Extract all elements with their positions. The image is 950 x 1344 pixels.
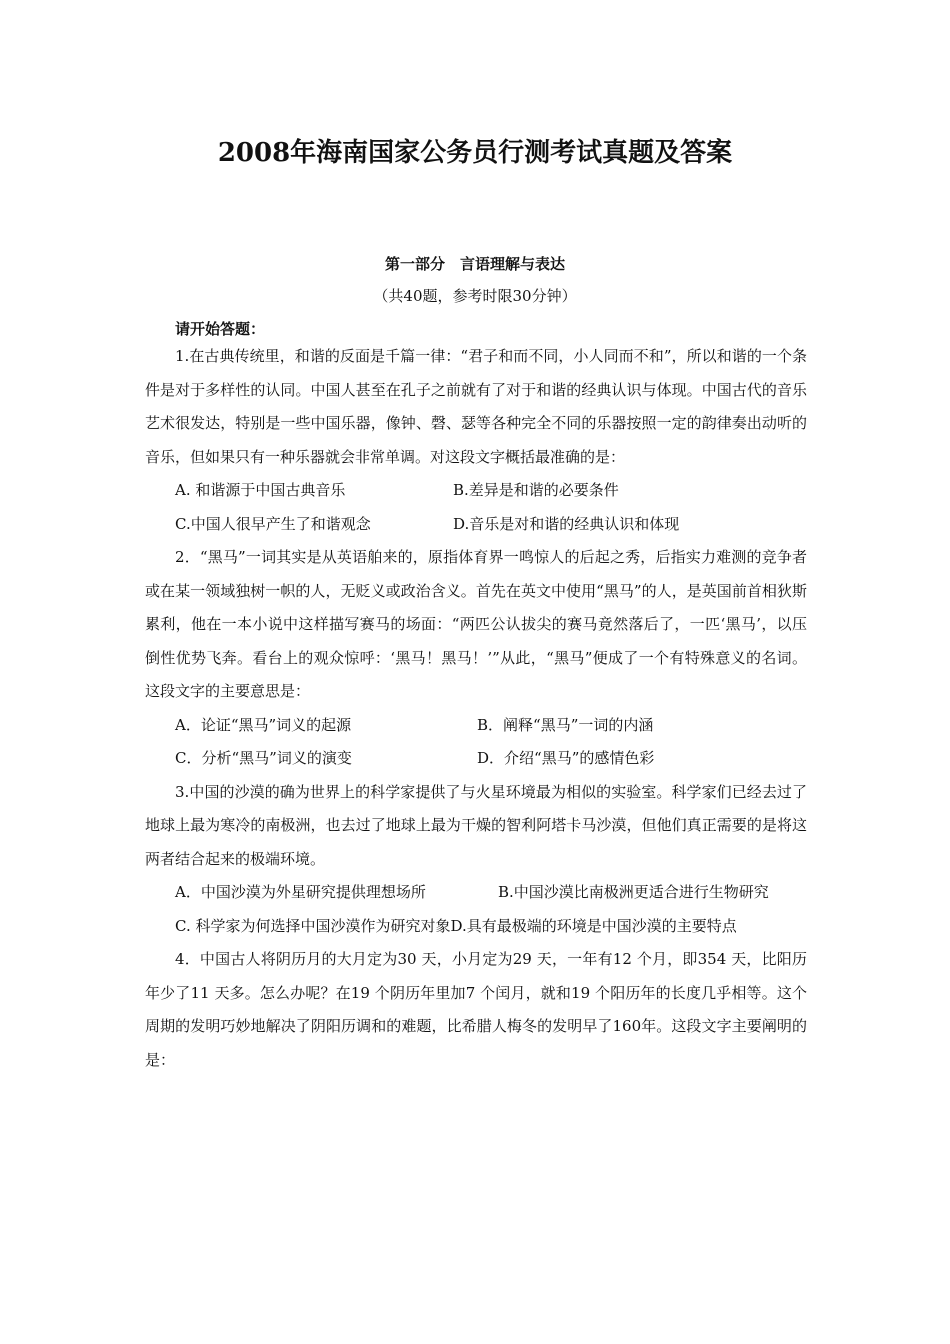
start-label: 请开始答题： <box>175 320 266 338</box>
document-title: 2008年海南国家公务员行测考试真题及答案 <box>217 138 733 168</box>
question-3-text: 3.中国的沙漠的确为世界上的科学家提供了与火星环境最为相似的实验室。科学家们已经去过了地球上最为寒冷的南极洲，也去过了地球上最为干燥的智利阿塔卡马沙漠，但他们真正需要的是将这两者结合起来的极端环境。 <box>145 782 807 868</box>
question-3-option-c: C. 科学家为何选择中国沙漠作为研究对象 <box>175 916 451 935</box>
question-1-text: 1.在古典传统里，和谐的反面是千篇一律：“君子和而不同，小人同而不和”，所以和谐的一个条件是对于多样性的认同。中国人甚至在孔子之前就有了对于和谐的经典认识与体现。中国古代的音乐艺术很发达，特别是一些中国乐器，像钟、磬、瑟等各种完全不同的乐器按照一定的韵律奏出动听的音乐，但如果只有一种乐器就会非常单调。对这段文字概括最准确的是： <box>145 347 807 466</box>
question-1-options-row-2 <box>145 508 807 542</box>
question-3-option-a: A．中国沙漠为外星研究提供理想场所 <box>175 883 426 901</box>
question-2-option-b: B．阐释“黑马”一词的内涵 <box>477 715 654 734</box>
question-2-option-c: C．分析“黑马”词义的演变 <box>175 749 352 767</box>
question-3-option-b: B.中国沙漠比南极洲更适合进行生物研究 <box>498 883 769 901</box>
question-1-options-row-1 <box>145 474 807 508</box>
question-4-text: 4．中国古人将阴历月的大月定为30 天，小月定为29 天，一年有12 个月，即354 天，比阳历年少了11 天多。怎么办呢？在19 个阴历年里加7 个闰月，就和19 个阳历年的长度几乎相等。这个周期的发明巧妙地解决了阴阳历调和的难题，比希腊人梅冬的发明早了160年。这段文字主要阐明的是： <box>145 950 807 1069</box>
question-3-option-d: D.具有最极端的环境是中国沙漠的主要特点 <box>450 916 737 935</box>
question-1-option-c: C.中国人很早产生了和谐观念 <box>175 514 371 533</box>
question-1-option-b: B.差异是和谐的必要条件 <box>453 481 619 499</box>
question-2-text: 2．“黑马”一词其实是从英语舶来的，原指体育界一鸣惊人的后起之秀，后指实力难测的竞争者或在某一领域独树一帜的人，无贬义或政治含义。首先在英文中使用“黑马”的人，是英国前首相狄斯累利，他在一本小说中这样描写赛马的场面：“两匹公认拔尖的赛马竟然落后了，一匹‘黑马’，以压倒性优势飞奔。看台上的观众惊呼：‘黑马！黑马！’”从此，“黑马”便成了一个有特殊意义的名词。这段文字的主要意思是： <box>145 548 807 700</box>
question-1-option-a: A. 和谐源于中国古典音乐 <box>175 481 346 499</box>
question-2-option-d: D．介绍“黑马”的感情色彩 <box>477 749 655 767</box>
section-title: 第一部分 言语理解与表达 <box>384 255 565 273</box>
question-3-options-row-1 <box>145 876 807 910</box>
section-note: （共40题，参考时限30分钟） <box>373 287 577 305</box>
question-1-option-d: D.音乐是对和谐的经典认识和体现 <box>453 514 680 533</box>
question-3-options-row-2 <box>145 910 807 944</box>
question-list <box>145 340 807 1077</box>
question-2-options-row-2 <box>145 742 807 776</box>
question-2-option-a: A．论证“黑马”词义的起源 <box>175 715 352 734</box>
question-2-options-row-1 <box>145 709 807 743</box>
